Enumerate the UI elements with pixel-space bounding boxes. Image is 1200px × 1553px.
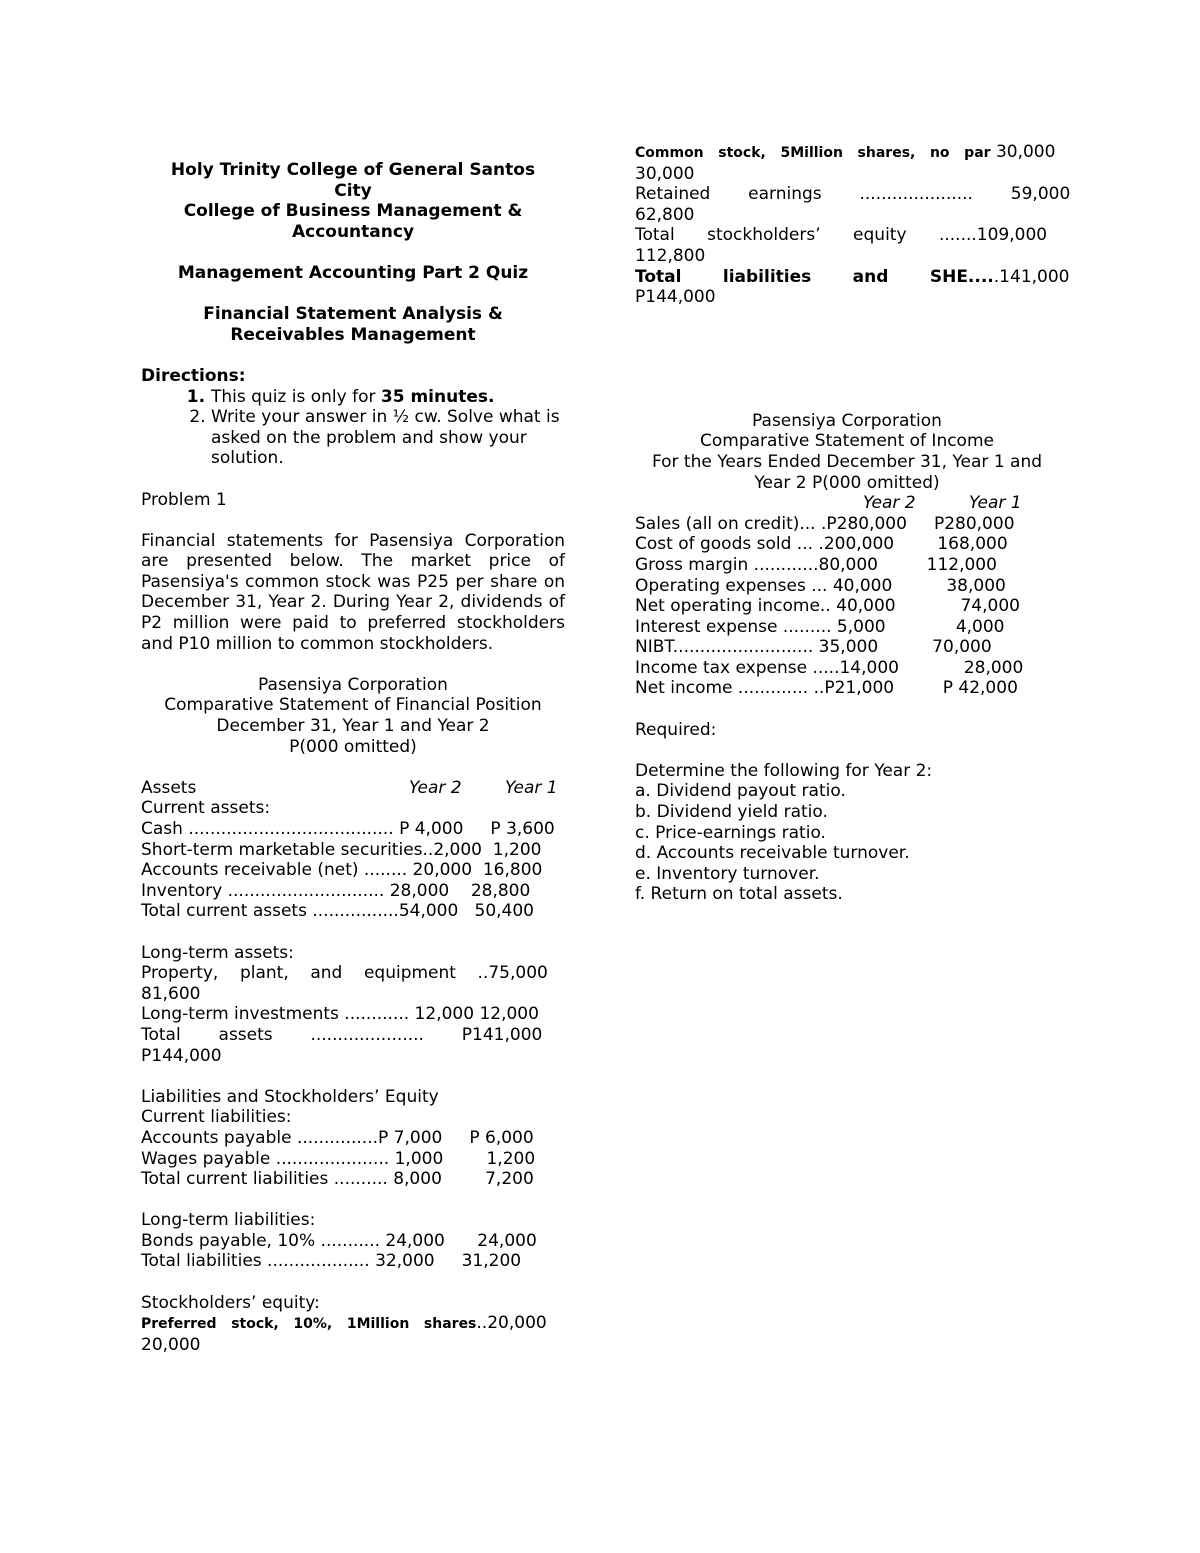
direction-item-1 [211,387,565,408]
college-name-line1: College of Business Management & [183,201,523,222]
direction-time: 35 minutes. [380,386,495,407]
current-assets-label: Current assets: [141,798,271,819]
total-assets-row-year1: P144,000 [141,1045,222,1066]
direction-item-2: 2. Write your answer in ½ cw. Solve what is asked on the problem and show your solution. [211,407,565,469]
direction-item-1-text: This quiz is only for [211,386,381,407]
income-company: Pasensiya Corporation [752,410,942,431]
income-row: NIBT.......................... 35,000 70,000 [635,637,992,658]
long-term-investments-row: Long-term investments ............ 12,000 12,000 [141,1004,539,1025]
sfp-header-row [141,778,565,799]
income-year1-header: Year 1 [969,493,1022,514]
sfp-year2-header: Year 2 [409,777,462,798]
school-name-line2: City [334,180,372,201]
income-row: Cost of goods sold ... .200,000 168,000 [635,534,1008,555]
income-row: Sales (all on credit)... .P280,000 P280,000 [635,513,1015,534]
income-header-row [635,493,1059,514]
school-name-line1: Holy Trinity College of General Santos [170,160,536,180]
preferred-stock-year2: ..20,000 [476,1313,547,1334]
required-prompt: Determine the following for Year 2: [635,760,933,781]
topic-line2: Receivables Management [230,324,476,345]
long-term-assets-label: Long-term assets: [141,942,294,963]
common-stock-year2: 30,000 [990,142,1056,162]
required-item: c. Price-earnings ratio. [635,822,826,843]
assets-label: Assets [141,777,197,798]
sfp-units: P(000 omitted) [289,736,417,757]
topic-line1: Financial Statement Analysis & [203,304,503,325]
total-assets-row: Total assets ..................... P141,000 [141,1024,543,1045]
preferred-stock-row [141,1313,565,1335]
sfp-company: Pasensiya Corporation [258,674,448,695]
required-item: f. Return on total assets. [635,884,843,905]
accounts-payable-row: Accounts payable ...............P 7,000 P 6,000 [141,1127,534,1148]
income-row: Gross margin ............80,000 112,000 [635,554,997,575]
common-stock-row-year1: 30,000 [635,163,695,184]
accounts-receivable-row: Accounts receivable (net) ........ 20,000 16,800 [141,860,543,881]
income-year2-header: Year 2 [863,493,916,514]
sfp-date: December 31, Year 1 and Year 2 [216,716,490,737]
current-liabilities-label: Current liabilities: [141,1107,292,1128]
total-liabilities-she-row-year1: P144,000 [635,287,716,308]
long-term-liabilities-label: Long-term liabilities: [141,1210,316,1231]
income-row: Net operating income.. 40,000 74,000 [635,596,1020,617]
directions-list [141,387,565,469]
problem-intro: Financial statements for Pasensiya Corporation are presented below. The market price of Pasensiya's common stock was P25 per share on December 31, Year 2. During Year 2, dividends of P2 million were paid to preferred stockholders and P10 million to common stockholders. [141,530,565,654]
bonds-payable-row: Bonds payable, 10% ........... 24,000 24,000 [141,1230,537,1251]
income-row: Net income ............. ..P21,000 P 42,000 [635,678,1018,699]
total-liabilities-she-row [635,266,1070,288]
total-liabilities-she-year2: .141,000 [993,266,1070,287]
retained-earnings-row: Retained earnings ..................... 59,000 [635,184,1071,205]
college-name-line2: Accountancy [291,221,415,242]
income-period-line2: Year 2 P(000 omitted) [754,472,940,493]
sfp-year1-header: Year 1 [505,777,558,798]
income-period-line1: For the Years Ended December 31, Year 1 and [651,451,1043,472]
marketable-securities-row: Short-term marketable securities..2,000 1,200 [141,839,542,860]
income-row: Interest expense ......... 5,000 4,000 [635,616,1005,637]
income-row: Operating expenses ... 40,000 38,000 [635,575,1006,596]
retained-earnings-row-year1: 62,800 [635,204,695,225]
sfp-title: Comparative Statement of Financial Position [164,695,542,716]
total-current-assets-row: Total current assets ................54,000 50,400 [141,901,534,922]
required-item: b. Dividend yield ratio. [635,802,828,823]
problem-label: Problem 1 [141,489,227,510]
total-stockholders-equity-row-year1: 112,800 [635,245,706,266]
total-liabilities-row: Total liabilities ................... 32,000 31,200 [141,1251,522,1272]
total-stockholders-equity-row: Total stockholders’ equity .......109,000 [635,225,1048,246]
common-stock-label: Common stock, 5Million shares, no par [635,145,991,161]
common-stock-row [635,142,1059,164]
stockholders-equity-label: Stockholders’ equity: [141,1292,320,1313]
required-item: a. Dividend payout ratio. [635,781,846,802]
liabilities-equity-label: Liabilities and Stockholders’ Equity [141,1086,439,1107]
ppe-row: Property, plant, and equipment ..75,000 [141,963,548,984]
quiz-title: Management Accounting Part 2 Quiz [177,262,529,283]
required-label: Required: [635,719,717,740]
total-liabilities-she-label: Total liabilities and SHE.... [635,266,994,287]
total-current-liabilities-row: Total current liabilities .......... 8,000 7,200 [141,1169,534,1190]
required-item: e. Inventory turnover. [635,863,820,884]
income-row: Income tax expense .....14,000 28,000 [635,657,1024,678]
preferred-stock-row-year1: 20,000 [141,1334,201,1355]
wages-payable-row: Wages payable ..................... 1,000 1,200 [141,1148,536,1169]
cash-row: Cash ...................................... P 4,000 P 3,600 [141,819,555,839]
income-title: Comparative Statement of Income [700,431,994,452]
required-item: d. Accounts receivable turnover. [635,843,910,864]
ppe-row-year1: 81,600 [141,983,201,1004]
left-column [141,150,565,1355]
preferred-stock-label: Preferred stock, 10%, 1Million shares [141,1316,477,1333]
inventory-row: Inventory ............................. 28,000 28,800 [141,880,531,901]
right-column [635,142,1071,905]
directions-label: Directions: [141,365,246,386]
